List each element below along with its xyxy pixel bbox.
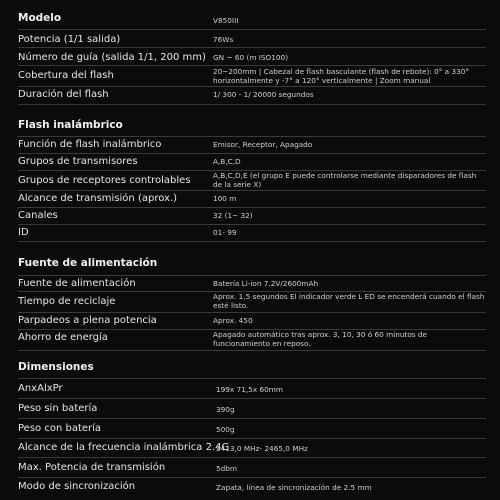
spec-value: 01- 99 [213, 228, 237, 237]
divider [18, 457, 486, 458]
divider [18, 190, 486, 191]
spec-label: Peso con batería [18, 423, 102, 434]
divider [18, 65, 486, 66]
divider [18, 241, 486, 242]
spec-value: Zapata, línea de sincronización de 2.5 mm [216, 483, 372, 492]
divider [18, 398, 486, 399]
spec-value: GN ~ 60 (m ISO100) [213, 53, 289, 62]
divider [18, 224, 486, 225]
spec-label: Ahorro de energía [18, 332, 108, 343]
spec-value: 5dbm [216, 464, 238, 473]
spec-label: ID [18, 227, 29, 238]
spec-label: Función de flash inalámbrico [18, 139, 162, 150]
divider [18, 350, 486, 351]
spec-label: Modo de sincronización [18, 481, 136, 492]
spec-value: 1/ 300 - 1/ 20000 segundos [213, 90, 314, 99]
spec-label: Alcance de transmisión (aprox.) [18, 193, 178, 204]
spec-value: 2413,0 MHz- 2465,0 MHz [216, 444, 308, 453]
divider [18, 378, 486, 379]
spec-value: 390g [216, 405, 235, 414]
spec-value: 32 (1~ 32) [213, 211, 253, 220]
divider [18, 104, 486, 105]
spec-label: Peso sin batería [18, 403, 98, 414]
divider [18, 86, 486, 87]
divider [18, 312, 486, 313]
section-title-dimensions: Dimensiones [18, 361, 94, 373]
spec-label: Max. Potencia de transmisión [18, 462, 166, 473]
spec-value: 500g [216, 425, 235, 434]
divider [18, 438, 486, 439]
section-title-modelo: Modelo [18, 12, 62, 24]
divider [18, 136, 486, 137]
divider [18, 47, 486, 48]
spec-value: Apagado automático tras aprox. 3, 10, 30 ó 60 minutos de funcionamiento en reposo. [213, 330, 428, 348]
spec-value: 100 m [213, 194, 237, 203]
spec-label: Duración del flash [18, 89, 109, 100]
divider [18, 207, 486, 208]
spec-label: Tiempo de reciclaje [18, 296, 116, 307]
divider [18, 477, 486, 478]
spec-value: A,B,C,D [213, 157, 241, 166]
section-title-power: Fuente de alimentación [18, 257, 158, 269]
divider [18, 275, 486, 276]
spec-value: A,B,C,D,E (el grupo E puede controlarse mediante disparadores de flash de la serie X) [213, 171, 477, 189]
section-title-flash: Flash inalámbrico [18, 119, 123, 131]
spec-label: Potencia (1/1 salida) [18, 34, 121, 45]
spec-value: Emisor, Receptor, Apagado [213, 140, 313, 149]
spec-label: Grupos de transmisores [18, 156, 138, 167]
spec-value: 20~200mm | Cabezal de flash basculante (flash de rebote): 0° a 330° horizontalmente y -7° a 120° verticalmente | Zoom manual [213, 67, 470, 85]
spec-value: Aprox. 1,5 segundos El indicador verde L ED se encenderá cuando el flash esté listo. [213, 292, 485, 310]
divider [18, 418, 486, 419]
spec-label: AnxAlxPr [18, 383, 63, 394]
model-value: V850III [213, 16, 239, 25]
spec-value: Batería Li-ion 7.2V/2600mAh [213, 279, 319, 288]
divider [18, 153, 486, 154]
spec-value: 76Ws [213, 35, 234, 44]
divider [18, 29, 486, 30]
spec-label: Alcance de la frecuencia inalámbrica 2.4G [18, 442, 230, 453]
spec-label: Cobertura del flash [18, 70, 114, 81]
spec-value: Aprox. 450 [213, 316, 253, 325]
spec-label: Canales [18, 210, 58, 221]
spec-label: Parpadeos a plena potencia [18, 315, 157, 326]
spec-label: Número de guía (salida 1/1, 200 mm) [18, 52, 206, 63]
spec-label: Grupos de receptores controlables [18, 175, 191, 186]
spec-value: 199x 71,5x 60mm [216, 385, 283, 394]
spec-label: Fuente de alimentación [18, 278, 136, 289]
